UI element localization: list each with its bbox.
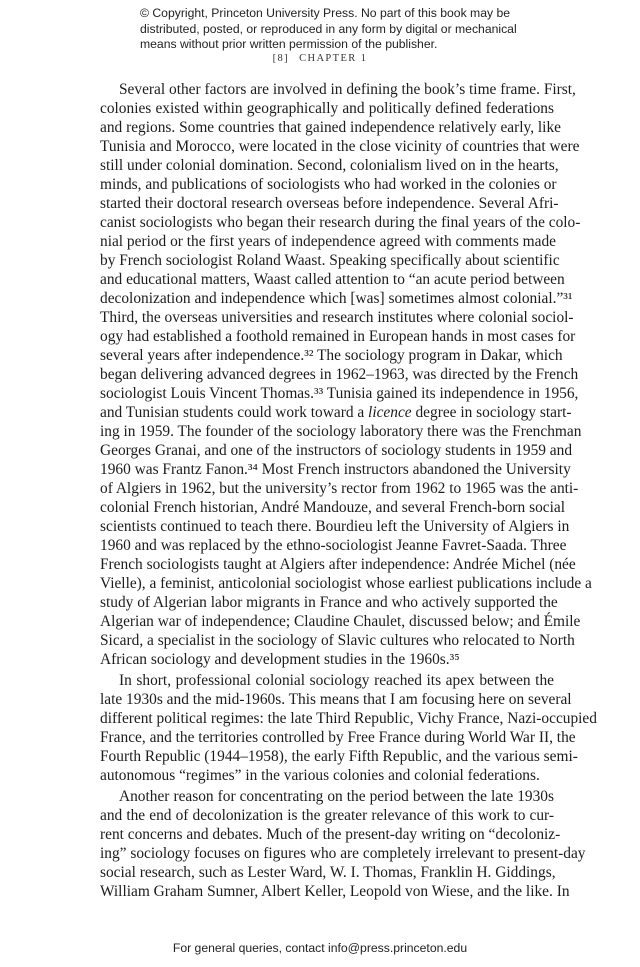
text-line: Another reason for concentrating on the period between the late 1930s xyxy=(119,788,554,805)
text-line: different political regimes: the late Third Republic, Vichy France, Nazi-occupied xyxy=(100,710,597,727)
text-line: Algerian war of independence; Claudine Chaulet, discussed below; and Émile xyxy=(100,613,581,630)
page-number: [8] xyxy=(272,53,290,64)
body-text xyxy=(100,80,597,901)
text-line: rent concerns and debates. Much of the present-day writing on “decoloniz- xyxy=(100,826,561,843)
text-line: by French sociologist Roland Waast. Speaking specifically about scientific xyxy=(100,252,560,269)
text-line: Georges Granai, and one of the instructors of sociology students in 1959 and xyxy=(100,442,573,459)
text-line: French sociologists taught at Algiers after independence: Andrée Michel (née xyxy=(100,556,576,573)
text-line: ing” sociology focuses on figures who are completely irrelevant to present-day xyxy=(100,845,586,862)
text-line: colonial French historian, André Mandouze, and several French-born social xyxy=(100,499,565,516)
text-line: study of Algerian labor migrants in France and who actively supported the xyxy=(100,594,558,611)
text-line: several years after independence.³² The sociology program in Dakar, which xyxy=(100,347,563,364)
text-line: and the end of decolonization is the greater relevance of this work to cur- xyxy=(100,807,554,824)
text-line: of Algiers in 1962, but the university’s rector from 1962 to 1965 was the anti- xyxy=(100,480,579,497)
text-line: autonomous “regimes” in the various colonies and colonial federations. xyxy=(100,767,540,784)
text-line: Third, the overseas universities and research institutes where colonial sociol- xyxy=(100,309,574,326)
text-line: began delivering advanced degrees in 1962–1963, was directed by the French xyxy=(100,366,579,383)
text-line: still under colonial domination. Second, colonialism lived on in the hearts, xyxy=(100,157,559,174)
text-line: African sociology and development studies in the 1960s.³⁵ xyxy=(100,651,460,668)
text-line: ogy had established a foothold remained in European hands in most cases for xyxy=(100,328,576,345)
running-head xyxy=(0,53,640,64)
text-line: decolonization and independence which [was] sometimes almost colonial.”³¹ xyxy=(100,290,573,307)
text-line: William Graham Sumner, Albert Keller, Leopold von Wiese, and the like. In xyxy=(100,883,570,900)
text-line: Sicard, a specialist in the sociology of Slavic cultures who relocated to North xyxy=(100,632,575,649)
text-line: nial period or the first years of independence agreed with comments made xyxy=(100,233,556,250)
text-line: canist sociologists who began their research during the final years of the colo- xyxy=(100,214,581,231)
text-line: scientists continued to teach there. Bourdieu left the University of Algiers in xyxy=(100,518,570,535)
text-line: colonies existed within geographically and politically defined federations xyxy=(100,100,554,117)
chapter-label: CHAPTER 1 xyxy=(299,53,368,64)
footer-contact: For general queries, contact info@press.princeton.edu xyxy=(172,941,468,955)
text-line: social research, such as Lester Ward, W. I. Thomas, Franklin H. Giddings, xyxy=(100,864,556,881)
copyright-line: © Copyright, Princeton University Press. No part of this book may be xyxy=(140,6,511,20)
paragraph xyxy=(100,787,586,901)
text-line: and regions. Some countries that gained independence relatively early, like xyxy=(100,119,561,136)
text-line: Vielle), a feminist, anticolonial sociologist whose earliest publications include a xyxy=(100,575,592,592)
italic-term: licence xyxy=(368,404,412,421)
text-line: ing in 1959. The founder of the sociology laboratory there was the Frenchman xyxy=(100,423,582,440)
copyright-notice xyxy=(140,6,540,53)
paragraph xyxy=(100,671,597,785)
text-line: minds, and publications of sociologists who had worked in the colonies or xyxy=(100,176,557,193)
text-line: France, and the territories controlled by Free France during World War II, the xyxy=(100,729,576,746)
text-line: 1960 and was replaced by the ethno-sociologist Jeanne Favret-Saada. Three xyxy=(100,537,567,554)
text-line: In short, professional colonial sociology reached its apex between the xyxy=(119,672,554,689)
copyright-line: means without prior written permission of the publisher. xyxy=(140,37,438,51)
text-line: and Tunisian students could work toward a licence degree in sociology start- xyxy=(100,404,572,421)
text-line: and educational matters, Waast called attention to “an acute period between xyxy=(100,271,565,288)
text-line: 1960 was Frantz Fanon.³⁴ Most French instructors abandoned the University xyxy=(100,461,571,478)
paragraph xyxy=(100,80,592,669)
text-line: started their doctoral research overseas before independence. Several Afri- xyxy=(100,195,559,212)
text-line: Several other factors are involved in defining the book’s time frame. First, xyxy=(119,81,576,98)
text-line: late 1930s and the mid-1960s. This means that I am focusing here on several xyxy=(100,691,572,708)
text-line: sociologist Louis Vincent Thomas.³³ Tunisia gained its independence in 1956, xyxy=(100,385,579,402)
copyright-line: distributed, posted, or reproduced in any form by digital or mechanical xyxy=(140,21,517,36)
text-line: Fourth Republic (1944–1958), the early Fifth Republic, and the various semi- xyxy=(100,748,578,765)
text-line: Tunisia and Morocco, were located in the close vicinity of countries that were xyxy=(100,138,580,155)
